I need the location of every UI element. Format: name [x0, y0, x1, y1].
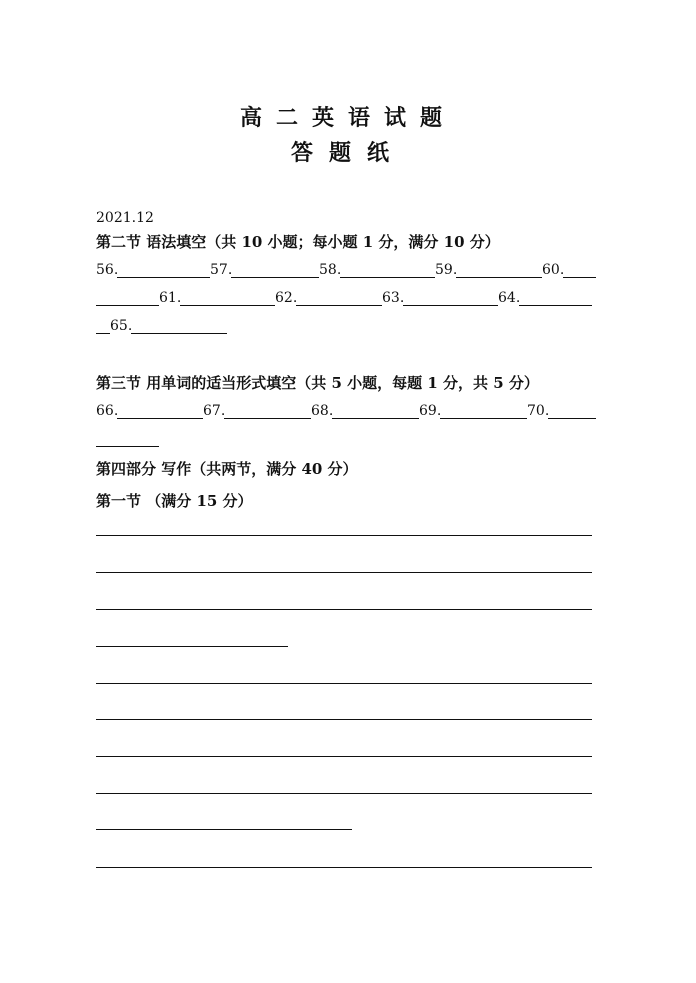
answer-blank-67[interactable] — [224, 418, 311, 419]
page-title: 高二英语试题 — [239, 105, 456, 131]
label-57: 57. — [210, 262, 233, 278]
answer-blank-64[interactable] — [519, 305, 592, 306]
answer-blank-64-cont[interactable] — [96, 333, 110, 334]
exam-date: 2021.12 — [96, 210, 154, 226]
writing-line-5[interactable] — [96, 683, 592, 684]
label-60: 60. — [542, 262, 565, 278]
answer-blank-62[interactable] — [296, 305, 382, 306]
writing-line-4[interactable] — [96, 646, 288, 647]
label-61: 61. — [159, 290, 182, 306]
label-65: 65. — [110, 318, 133, 334]
label-69: 69. — [419, 403, 442, 419]
label-63: 63. — [382, 290, 405, 306]
label-58: 58. — [319, 262, 342, 278]
writing-line-3[interactable] — [96, 609, 592, 610]
answer-blank-70-cont[interactable] — [96, 446, 159, 447]
label-56: 56. — [96, 262, 119, 278]
label-67: 67. — [203, 403, 226, 419]
section3-heading: 第三节 用单词的适当形式填空（共 5 小题，每题 1 分，共 5 分） — [96, 374, 539, 392]
writing-line-7[interactable] — [96, 756, 592, 757]
answer-blank-70[interactable] — [548, 418, 596, 419]
answer-blank-68[interactable] — [332, 418, 419, 419]
section2-heading: 第二节 语法填空（共 10 小题；每小题 1 分，满分 10 分） — [96, 233, 500, 251]
answer-blank-63[interactable] — [403, 305, 498, 306]
answer-blank-61[interactable] — [180, 305, 275, 306]
answer-blank-57[interactable] — [231, 277, 319, 278]
answer-blank-60[interactable] — [563, 277, 596, 278]
writing-line-1[interactable] — [96, 535, 592, 536]
page-subtitle: 答题纸 — [290, 140, 405, 166]
writing-line-6[interactable] — [96, 719, 592, 720]
label-70: 70. — [527, 403, 550, 419]
label-64: 64. — [498, 290, 521, 306]
answer-blank-66[interactable] — [117, 418, 203, 419]
answer-blank-56[interactable] — [117, 277, 210, 278]
part4-section1-heading: 第一节 （满分 15 分） — [96, 492, 253, 510]
label-66: 66. — [96, 403, 119, 419]
label-68: 68. — [311, 403, 334, 419]
answer-blank-65[interactable] — [131, 333, 227, 334]
writing-line-10[interactable] — [96, 867, 592, 868]
part4-heading: 第四部分 写作（共两节，满分 40 分） — [96, 460, 358, 478]
answer-blank-60-cont[interactable] — [96, 305, 159, 306]
writing-line-8[interactable] — [96, 793, 592, 794]
answer-blank-59[interactable] — [456, 277, 542, 278]
label-62: 62. — [275, 290, 298, 306]
writing-line-9[interactable] — [96, 829, 352, 830]
label-59: 59. — [435, 262, 458, 278]
answer-blank-69[interactable] — [440, 418, 527, 419]
answer-blank-58[interactable] — [340, 277, 435, 278]
writing-line-2[interactable] — [96, 572, 592, 573]
